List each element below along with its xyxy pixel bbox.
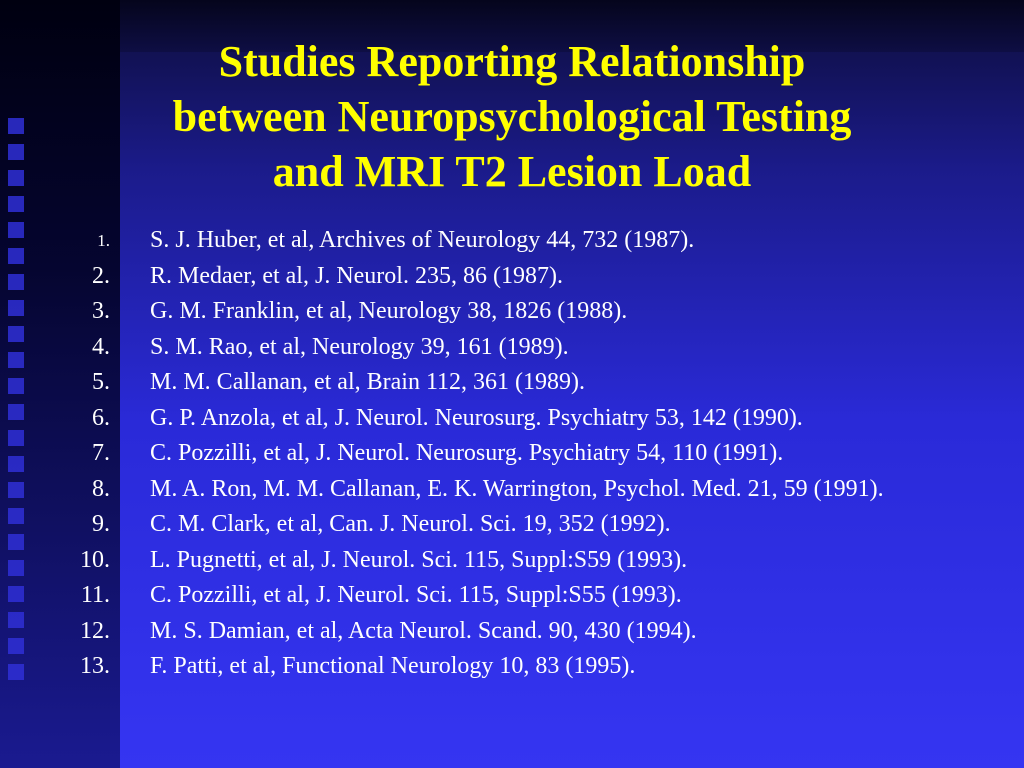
decor-square xyxy=(8,118,24,134)
reference-text: F. Patti, et al, Functional Neurology 10, 83 (1995). xyxy=(150,653,636,679)
reference-item xyxy=(60,297,990,326)
decor-square xyxy=(8,144,24,160)
reference-text: G. M. Franklin, et al, Neurology 38, 1826 (1988). xyxy=(150,298,628,324)
reference-text: C. Pozzilli, et al, J. Neurol. Sci. 115, Suppl:S55 (1993). xyxy=(150,582,682,608)
reference-text: S. J. Huber, et al, Archives of Neurology 44, 732 (1987). xyxy=(150,227,695,253)
reference-item xyxy=(60,475,990,504)
reference-number: 11. xyxy=(80,582,110,608)
reference-item xyxy=(60,510,990,539)
reference-number: 4. xyxy=(92,333,110,360)
reference-number: 10. xyxy=(80,546,110,573)
reference-item xyxy=(60,368,990,397)
decor-square xyxy=(8,326,24,342)
title-line-2: between Neuropsychological Testing xyxy=(172,92,852,141)
reference-text: G. P. Anzola, et al, J. Neurol. Neurosurg. Psychiatry 53, 142 (1990). xyxy=(150,404,803,431)
decor-square xyxy=(8,638,24,654)
reference-number: 7. xyxy=(92,440,110,466)
reference-item xyxy=(60,439,990,468)
decor-square xyxy=(8,378,24,394)
title-line-3: and MRI T2 Lesion Load xyxy=(272,147,752,196)
title-line-1: Studies Reporting Relationship xyxy=(218,37,806,86)
decor-square xyxy=(8,170,24,186)
reference-text: L. Pugnetti, et al, J. Neurol. Sci. 115, Suppl:S59 (1993). xyxy=(150,546,688,573)
reference-text: R. Medaer, et al, J. Neurol. 235, 86 (1987). xyxy=(150,262,563,289)
reference-number: 9. xyxy=(92,511,110,537)
reference-text: C. M. Clark, et al, Can. J. Neurol. Sci. 19, 352 (1992). xyxy=(150,511,671,537)
decor-square xyxy=(8,508,24,524)
decor-square xyxy=(8,534,24,550)
reference-number: 6. xyxy=(92,404,110,431)
reference-item xyxy=(60,617,990,646)
reference-number: 3. xyxy=(92,298,110,324)
decor-square xyxy=(8,482,24,498)
reference-number: 2. xyxy=(92,262,110,289)
decor-square xyxy=(8,300,24,316)
reference-item xyxy=(60,262,990,291)
reference-text: M. S. Damian, et al, Acta Neurol. Scand. 90, 430 (1994). xyxy=(150,617,697,644)
reference-text: M. M. Callanan, et al, Brain 112, 361 (1989). xyxy=(150,369,586,395)
decor-square xyxy=(8,248,24,264)
decor-square xyxy=(8,352,24,368)
decor-square xyxy=(8,586,24,602)
decor-square xyxy=(8,196,24,212)
decor-square xyxy=(8,612,24,628)
decor-square xyxy=(8,560,24,576)
decor-squares-column xyxy=(8,118,28,758)
reference-text: M. A. Ron, M. M. Callanan, E. K. Warrington, Psychol. Med. 21, 59 (1991). xyxy=(150,475,884,502)
reference-number: 1. xyxy=(97,231,110,250)
reference-number: 5. xyxy=(92,369,110,395)
decor-square xyxy=(8,404,24,420)
reference-item xyxy=(60,333,990,362)
reference-number: 12. xyxy=(80,617,110,644)
reference-item xyxy=(60,404,990,433)
reference-item xyxy=(60,546,990,575)
decor-square xyxy=(8,274,24,290)
reference-number: 8. xyxy=(92,475,110,502)
reference-item xyxy=(60,226,990,255)
decor-square xyxy=(8,456,24,472)
decor-square xyxy=(8,664,24,680)
slide-title xyxy=(80,34,944,199)
reference-list xyxy=(60,226,990,688)
reference-text: C. Pozzilli, et al, J. Neurol. Neurosurg. Psychiatry 54, 110 (1991). xyxy=(150,440,784,466)
reference-item xyxy=(60,652,990,681)
decor-square xyxy=(8,222,24,238)
reference-item xyxy=(60,581,990,610)
reference-number: 13. xyxy=(80,653,110,679)
decor-square xyxy=(8,430,24,446)
reference-text: S. M. Rao, et al, Neurology 39, 161 (1989). xyxy=(150,333,569,360)
